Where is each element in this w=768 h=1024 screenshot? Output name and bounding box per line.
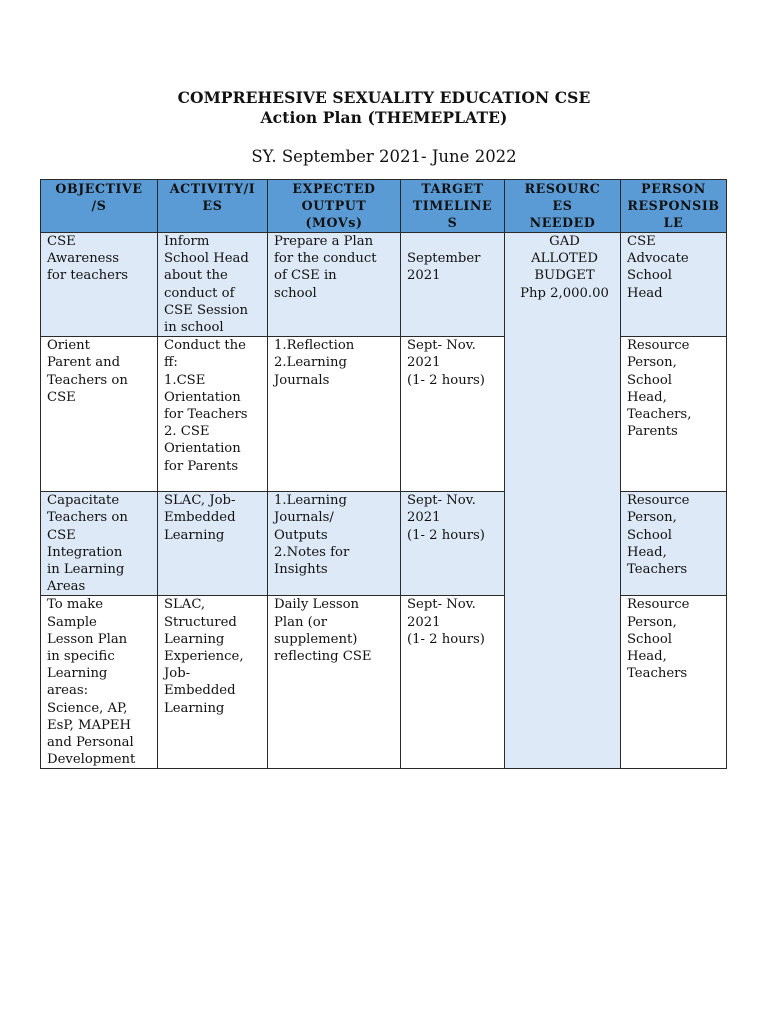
school-year: SY. September 2021- June 2022 (251, 147, 517, 166)
cell-output: Prepare a Plan for the conduct of CSE in school (268, 233, 401, 337)
header-resources-needed: RESOURC ES NEEDED (505, 180, 621, 233)
cell-person: Resource Person, School Head, Teachers, Parents (621, 337, 727, 492)
header-person-responsible: PERSON RESPONSIB LE (621, 180, 727, 233)
cell-objective: Capacitate Teachers on CSE Integration in Learning Areas (41, 492, 158, 596)
action-plan-table (40, 179, 727, 769)
cell-timeline: September 2021 (401, 233, 505, 337)
cell-output: 1.Reflection 2.Learning Journals (268, 337, 401, 492)
table-header-row (41, 180, 727, 233)
cell-timeline: Sept- Nov. 2021 (1- 2 hours) (401, 337, 505, 492)
table-row (41, 492, 727, 596)
header-target-timeline: TARGET TIMELINE S (401, 180, 505, 233)
table-row (41, 337, 727, 492)
cell-timeline: Sept- Nov. 2021 (1- 2 hours) (401, 596, 505, 769)
table-row (41, 233, 727, 337)
cell-activity: SLAC, Job- Embedded Learning (158, 492, 268, 596)
cell-person: CSE Advocate School Head (621, 233, 727, 337)
cell-person: Resource Person, School Head, Teachers (621, 492, 727, 596)
cell-activity: Inform School Head about the conduct of CSE Session in school (158, 233, 268, 337)
header-activities: ACTIVITY/I ES (158, 180, 268, 233)
document-title: COMPREHESIVE SEXUALITY EDUCATION CSE (177, 88, 591, 107)
cell-objective: Orient Parent and Teachers on CSE (41, 337, 158, 492)
cell-person: Resource Person, School Head, Teachers (621, 596, 727, 769)
document-subtitle: Action Plan (THEMEPLATE) (260, 108, 508, 127)
cell-timeline: Sept- Nov. 2021 (1- 2 hours) (401, 492, 505, 596)
cell-objective: CSE Awareness for teachers (41, 233, 158, 337)
cell-budget: GAD ALLOTED BUDGET Php 2,000.00 (505, 233, 621, 769)
cell-activity: SLAC, Structured Learning Experience, Job- Embedded Learning (158, 596, 268, 769)
header-objectives: OBJECTIVE /S (41, 180, 158, 233)
cell-output: 1.Learning Journals/ Outputs 2.Notes for Insights (268, 492, 401, 596)
cell-output: Daily Lesson Plan (or supplement) reflecting CSE (268, 596, 401, 769)
header-expected-output: EXPECTED OUTPUT (MOVs) (268, 180, 401, 233)
cell-activity: Conduct the ff: 1.CSE Orientation for Teachers 2. CSE Orientation for Parents (158, 337, 268, 492)
cell-objective: To make Sample Lesson Plan in specific Learning areas: Science, AP, EsP, MAPEH and Personal Development (41, 596, 158, 769)
table-row (41, 596, 727, 769)
